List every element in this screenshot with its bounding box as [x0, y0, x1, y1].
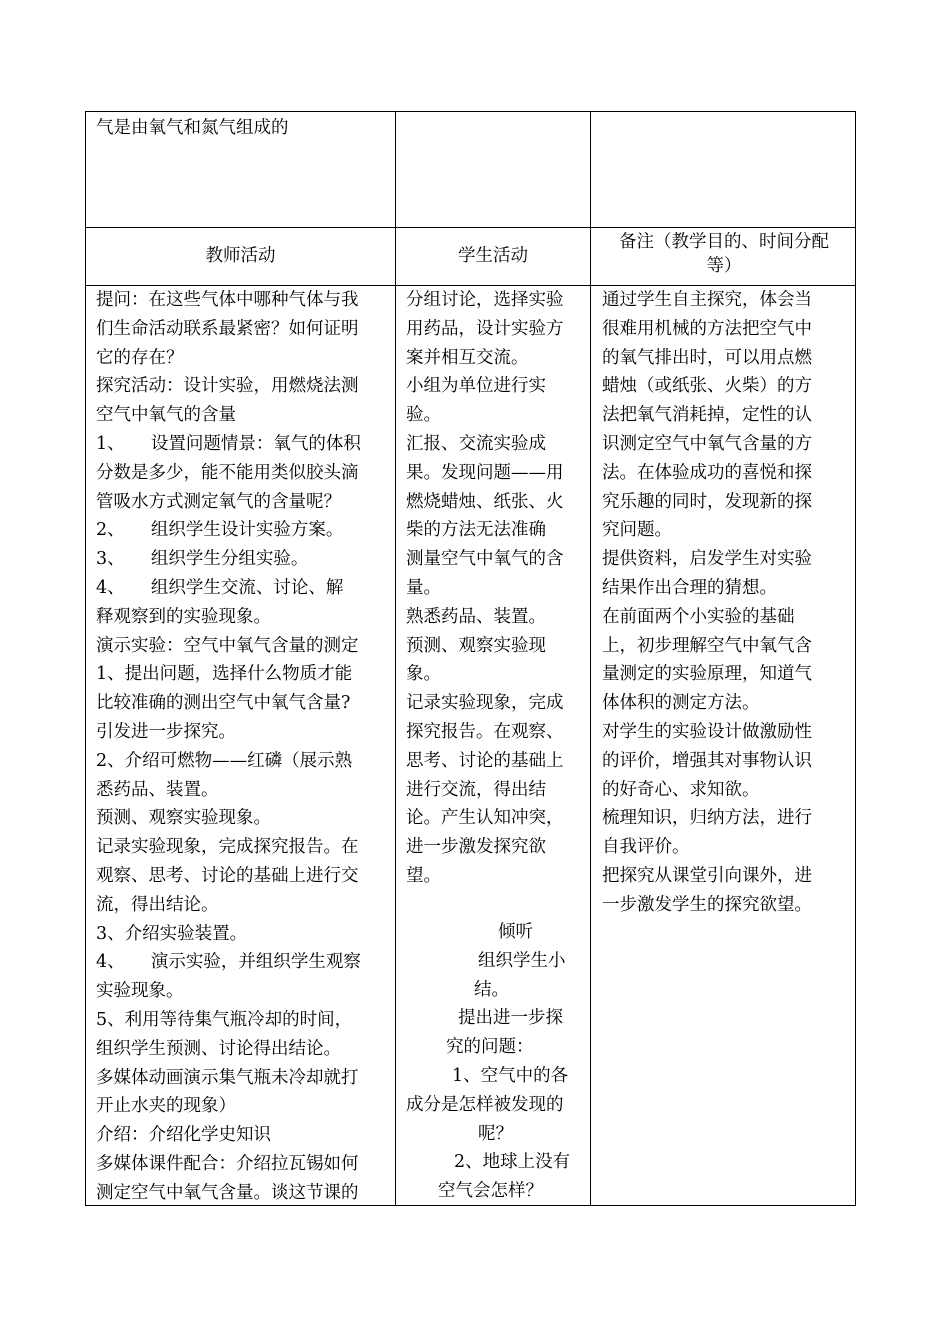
teacher-activity-line: 流，得出结论。	[96, 894, 219, 915]
teacher-activity-line: 提问：在这些气体中哪种气体与我	[96, 290, 359, 310]
student-activity-line: 汇报、交流实验成	[406, 433, 546, 454]
teacher-activity-line: 介绍：介绍化学史知识	[96, 1125, 271, 1146]
teacher-activity-line: 2、 组织学生设计实验方案。	[96, 520, 344, 541]
teacher-activity-line: 3、 组织学生分组实验。	[96, 549, 309, 570]
student-activity-lower-line: 结。	[474, 979, 509, 1000]
notes-line: 梳理知识，归纳方法，进行	[602, 808, 812, 829]
teacher-activity-line: 多媒体动画演示集气瓶未冷却就打	[96, 1067, 359, 1088]
student-activity-lower-line: 倾听	[498, 922, 533, 942]
student-activity-line: 熟悉药品、装置。	[406, 606, 546, 627]
teacher-activity-line: 预测、观察实验现象。	[96, 808, 271, 829]
notes-line: 的评价，增强其对事物认识	[602, 750, 812, 771]
teacher-activity-line: 管吸水方式测定氧气的含量呢？	[96, 491, 341, 512]
teacher-activity-line: 演示实验：空气中氧气含量的测定	[96, 635, 359, 656]
teacher-activity-line: 实验现象。	[96, 981, 184, 1002]
notes-line: 究乐趣的同时，发现新的探	[602, 491, 812, 512]
student-activity-line: 小组为单位进行实	[406, 376, 546, 397]
column-divider	[395, 112, 396, 1205]
notes-line: 提供资料，启发学生对实验	[602, 549, 812, 570]
notes-line: 对学生的实验设计做激励性	[602, 721, 812, 742]
teacher-activity-line: 观察、思考、讨论的基础上进行交	[96, 865, 359, 886]
student-activity-line: 测量空气中氧气的含	[406, 549, 564, 570]
teacher-activity-line: 组织学生预测、讨论得出结论。	[96, 1038, 341, 1059]
student-activity-line: 进一步激发探究欲	[406, 837, 546, 858]
notes-line: 结果作出合理的猜想。	[602, 577, 777, 598]
student-activity-line: 柴的方法无法准确	[406, 520, 546, 541]
student-activity-line: 燃烧蜡烛、纸张、火	[406, 491, 564, 512]
teacher-activity-line: 空气中氧气的含量	[96, 405, 236, 426]
notes-line: 通过学生自主探究，体会当	[602, 290, 812, 310]
student-activity-line: 分组讨论，选择实验	[406, 290, 564, 310]
student-activity-line: 量。	[406, 577, 441, 598]
student-activity-line: 象。	[406, 664, 441, 685]
top-row-teacher-cell	[96, 114, 289, 143]
teacher-activity-line: 悉药品、装置。	[96, 779, 219, 800]
notes-line: 一步激发学生的探究欲望。	[602, 894, 812, 915]
student-activity-line: 案并相互交流。	[406, 347, 529, 368]
header-notes-line1: 备注（教学目的、时间分配	[619, 232, 829, 252]
header-notes-line2: 等）	[706, 256, 742, 276]
teacher-activity-line: 4、 演示实验，并组织学生观察	[96, 952, 361, 973]
notes-line: 把探究从课堂引向课外，进	[602, 865, 812, 886]
teacher-activity-line: 1、 设置问题情景：氧气的体积	[96, 433, 361, 454]
student-activity-lower-line: 1、空气中的各	[452, 1065, 569, 1086]
teacher-activity-line: 引发进一步探究。	[96, 721, 236, 742]
lesson-plan-table	[85, 111, 856, 1206]
student-activity-cell	[406, 286, 588, 891]
notes-line: 的好奇心、求知欲。	[602, 779, 760, 800]
teacher-activity-line: 5、利用等待集气瓶冷却的时间，	[96, 1009, 353, 1030]
student-activity-line: 果。发现问题——用	[406, 462, 564, 483]
notes-line: 的氧气排出时，可以用点燃	[602, 347, 812, 368]
notes-line: 蜡烛（或纸张、火柴）的方	[602, 376, 812, 397]
notes-line: 识测定空气中氧气含量的方	[602, 433, 812, 454]
teacher-activity-line: 们生命活动联系最紧密？如何证明	[96, 318, 359, 339]
notes-line: 自我评价。	[602, 837, 690, 858]
student-activity-line: 思考、讨论的基础上	[406, 750, 564, 771]
student-activity-lower-line: 空气会怎样？	[438, 1181, 543, 1202]
student-activity-line: 论。产生认知冲突，	[406, 808, 564, 829]
notes-line: 体体积的测定方法。	[602, 693, 760, 714]
student-activity-line: 用药品，设计实验方	[406, 318, 564, 339]
student-activity-line: 望。	[406, 865, 441, 886]
student-activity-line: 验。	[406, 405, 441, 426]
teacher-activity-line: 分数是多少，能不能用类似胶头滴	[96, 462, 359, 483]
notes-cell	[602, 286, 854, 920]
row-divider	[86, 227, 855, 228]
header-student: 学生活动	[458, 246, 528, 266]
teacher-activity-line: 释观察到的实验现象。	[96, 606, 271, 627]
notes-line: 法。在体验成功的喜悦和探	[602, 462, 812, 483]
teacher-activity-line: 开止水夹的现象）	[96, 1096, 236, 1117]
teacher-activity-line: 多媒体课件配合：介绍拉瓦锡如何	[96, 1153, 359, 1174]
student-activity-line: 记录实验现象，完成	[406, 693, 564, 714]
notes-line: 量测定的实验原理，知道气	[602, 664, 812, 685]
student-activity-line: 预测、观察实验现	[406, 635, 546, 656]
student-activity-lower-line: 组织学生小	[478, 950, 566, 971]
student-activity-lower-line: 呢？	[478, 1123, 513, 1144]
top-row-text: 气是由氧气和氮气组成的	[96, 118, 289, 138]
student-activity-lower-line: 究的问题：	[446, 1037, 534, 1058]
student-activity-lower-line: 提出进一步探	[458, 1008, 563, 1029]
teacher-activity-cell	[96, 286, 392, 1208]
header-teacher: 教师活动	[205, 246, 276, 266]
notes-line: 法把氧气消耗掉，定性的认	[602, 405, 812, 426]
teacher-activity-line: 3、介绍实验装置。	[96, 923, 248, 944]
teacher-activity-line: 2、介绍可燃物——红磷（展示熟	[96, 750, 353, 771]
teacher-activity-line: 它的存在？	[96, 347, 184, 368]
student-activity-line: 进行交流，得出结	[406, 779, 546, 800]
header-notes	[591, 230, 857, 278]
notes-line: 很难用机械的方法把空气中	[602, 318, 812, 339]
student-activity-line: 探究报告。在观察、	[406, 721, 564, 742]
notes-line: 在前面两个小实验的基础	[602, 606, 795, 627]
student-activity-lower-line: 成分是怎样被发现的	[406, 1094, 564, 1115]
teacher-activity-line: 比较准确的测出空气中氧气含量?	[96, 693, 351, 714]
notes-line: 上，初步理解空气中氧气含	[602, 635, 812, 656]
teacher-activity-line: 1、提出问题，选择什么物质才能	[96, 664, 353, 685]
student-activity-lower-cell	[406, 918, 588, 1206]
teacher-activity-line: 探究活动：设计实验，用燃烧法测	[96, 376, 359, 397]
teacher-activity-line: 记录实验现象，完成探究报告。在	[96, 837, 359, 858]
teacher-activity-line: 4、 组织学生交流、讨论、解	[96, 577, 344, 598]
notes-line: 究问题。	[602, 520, 672, 541]
teacher-activity-line: 测定空气中氧气含量。谈这节课的	[96, 1182, 359, 1203]
student-activity-lower-line: 2、地球上没有	[454, 1152, 571, 1173]
